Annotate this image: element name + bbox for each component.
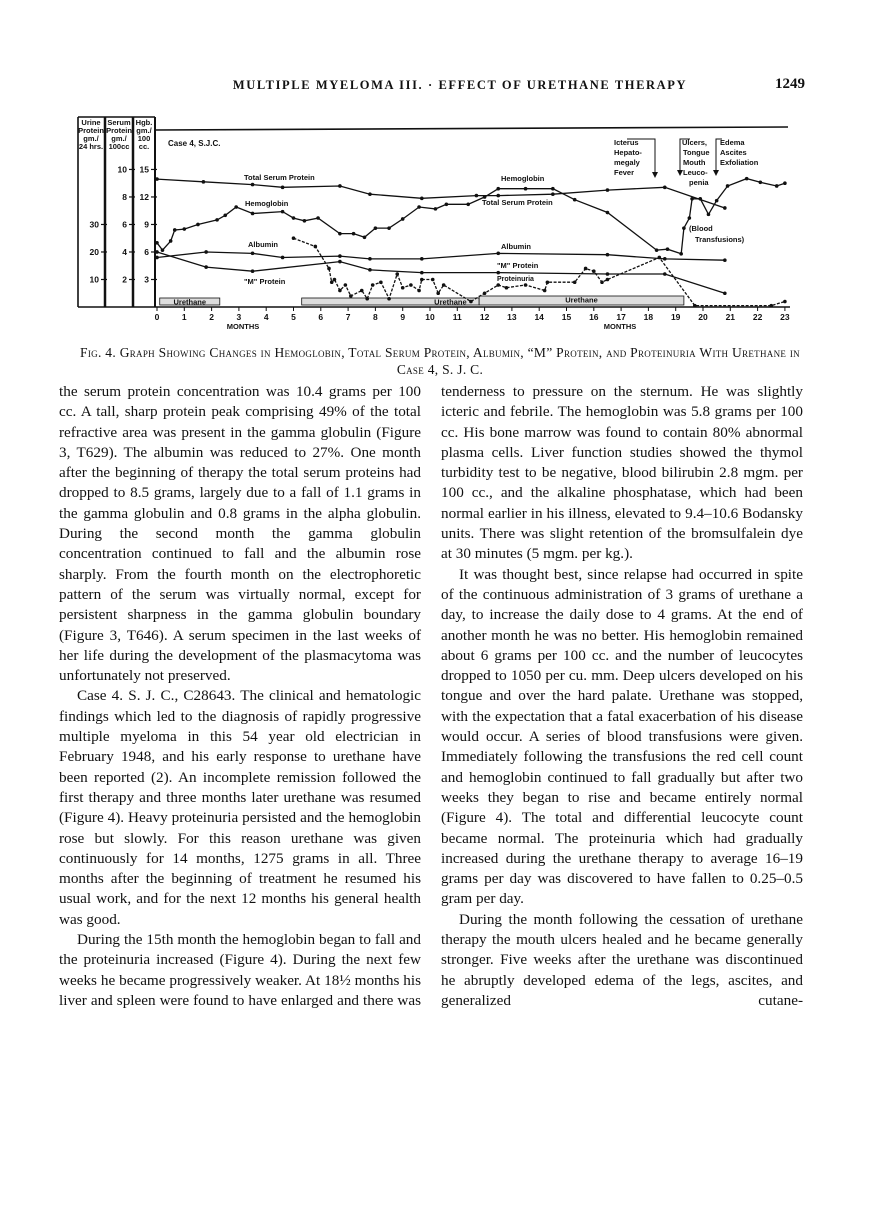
data-point-hemoglobin xyxy=(682,226,686,230)
data-point-hemoglobin xyxy=(417,205,421,209)
x-tick-label: 11 xyxy=(452,312,462,322)
left-column xyxy=(59,382,421,1011)
data-point-total-serum-protein xyxy=(551,192,555,196)
annotation-text: Fever xyxy=(614,168,635,177)
data-point-proteinuria xyxy=(543,289,547,293)
urethane-bar-label: Urethane xyxy=(565,295,598,305)
annotation-text: penia xyxy=(689,178,709,187)
axis-titles xyxy=(78,118,153,151)
data-point-proteinuria xyxy=(469,300,473,304)
data-point-hemoglobin xyxy=(401,217,405,221)
data-point-albumin xyxy=(368,257,372,261)
data-point-hemoglobin xyxy=(445,202,449,206)
figure-caption: Fig. 4. Graph Showing Changes in Hemoglobin, Total Serum Protein, Albumin, “M” Protein, and Proteinuria With Urethane in Case 4, S. J. C. xyxy=(80,345,800,377)
x-tick-label: 0 xyxy=(154,312,160,322)
data-point-proteinuria xyxy=(584,267,588,271)
data-point-hemoglobin xyxy=(234,205,238,209)
data-point-hemoglobin xyxy=(352,232,356,236)
series-line-total-serum-protein xyxy=(157,179,725,208)
urethane-bar-label: Urethane xyxy=(434,297,467,307)
hgb-tick-label: 9 xyxy=(144,219,149,230)
data-point-proteinuria xyxy=(592,269,596,273)
data-point-hemoglobin xyxy=(338,232,342,236)
data-point-proteinuria xyxy=(360,289,364,293)
right-column xyxy=(441,382,803,1011)
x-tick-label: 4 xyxy=(263,312,269,322)
data-point-hemoglobin xyxy=(292,216,296,220)
x-tick-label: 8 xyxy=(373,312,378,322)
data-point-proteinuria xyxy=(330,280,334,284)
data-point-albumin xyxy=(204,250,208,254)
paragraph: During the 15th month the hemoglobin began to fall and the proteinuria increased (Figure 4). During the next few weeks he became progressively weaker. At 18½ months his liver and spleen were found to have enlarged and there was xyxy=(59,931,421,1009)
data-point-hemoglobin xyxy=(303,219,307,223)
urine-axis-title-4: 24 hrs. xyxy=(78,142,104,151)
urine-axis-title-1: Urine xyxy=(81,118,101,127)
annotation-transfusions xyxy=(689,224,745,244)
x-tick-label: 6 xyxy=(318,312,324,322)
x-tick-label: 15 xyxy=(561,312,572,322)
data-point-total-serum-protein xyxy=(606,188,610,192)
data-point-hemoglobin xyxy=(169,239,173,243)
label-m-protein: "M" Protein xyxy=(244,277,286,286)
data-point-proteinuria xyxy=(371,283,375,287)
urine-tick-label: 30 xyxy=(89,219,99,230)
data-point-hemoglobin xyxy=(573,198,577,202)
urine-tick-label: 20 xyxy=(89,246,99,257)
x-tick-label: 17 xyxy=(616,312,626,322)
annotation-text: (Blood xyxy=(689,224,713,233)
data-point-proteinuria xyxy=(417,289,421,293)
annotation-text: Ulcers, xyxy=(682,138,708,147)
x-tick-label: 13 xyxy=(507,312,517,322)
data-point-m-protein xyxy=(496,271,500,275)
paragraph: It was thought best, since relapse had occurred in spite of the continuous administration of 3 grams of urethane a day, to increase the daily dose to 4 grams. At the end of another month he was no better. His hemoglobin remained about 6 grams per 100 cc. and the number of leucocytes dropped to 1050 per cu. mm. Deep ulcers developed on his tongue and over the hard palate. Urethane was stopped, with the expectation that a fatal exacerbation of his disease would occur. A series of blood transfusions were given. Immediately following the transfusions the red cell count and hemoglobin continued to fall gradually but after two weeks they began to rise and became entirely normal (Figure 4). The total and differential leucocyte count became normal. The proteinuria which had gradually increased during the urethane therapy to average 16–19 grams per day was discovered to have fallen to 0.25–0.5 gram per day. xyxy=(441,565,803,908)
hgb-axis-title-2: gm./ xyxy=(136,126,152,135)
data-point-proteinuria xyxy=(658,256,662,260)
data-point-albumin xyxy=(420,257,424,261)
x-axis-label-left: MONTHS xyxy=(226,322,260,331)
x-tick-label: 20 xyxy=(698,312,708,322)
data-point-albumin xyxy=(251,252,255,256)
series-line-albumin xyxy=(157,252,725,260)
label-hemoglobin: Hemoglobin xyxy=(245,199,289,208)
annotation-text: megaly xyxy=(614,158,640,167)
x-axis-label-right: MONTHS xyxy=(603,322,637,331)
x-tick-label: 22 xyxy=(752,312,763,322)
hgb-tick-label: 3 xyxy=(144,274,149,285)
data-point-proteinuria xyxy=(338,289,342,293)
label-m-protein-2: "M" Protein xyxy=(497,261,539,270)
hgb-tick-label: 6 xyxy=(144,246,149,257)
serum-axis-title-3: gm./ xyxy=(111,134,127,143)
annotation-text: Exfoliation xyxy=(720,158,759,167)
label-hemoglobin-2: Hemoglobin xyxy=(501,174,545,183)
paragraph: tenderness to pressure on the sternum. He was slightly icteric and febrile. The hemoglobin was 5.8 grams per 100 cc. His bone marrow was found to contain 80% abnormal plasma cells. Liver function studies showed the thymol turbidity test to be negative, blood bilirubin 2.8 mgm. per 100 cc., and the alkaline phosphatase, which had been normal earlier in his illness, elevated to 9.4–10.6 Bodansky units. There was slight retention of the bromsulfalein dye at 30 minutes (5 mgm. per kg.). xyxy=(441,383,803,563)
urine-axis-title-3: gm./ xyxy=(83,134,99,143)
annotations xyxy=(614,138,759,244)
x-tick-label: 14 xyxy=(534,312,544,322)
data-point-m-protein xyxy=(368,268,372,272)
data-point-hemoglobin xyxy=(707,213,711,217)
data-point-m-protein xyxy=(606,272,610,276)
data-point-hemoglobin xyxy=(173,228,177,232)
x-tick-label: 16 xyxy=(589,312,599,322)
label-total-serum-protein: Total Serum Protein xyxy=(244,173,315,182)
data-point-total-serum-protein xyxy=(251,183,255,187)
annotation-text: Leuco- xyxy=(683,168,708,177)
data-point-hemoglobin xyxy=(496,187,500,191)
y-axis-ticks xyxy=(90,164,157,284)
data-point-hemoglobin xyxy=(726,184,730,188)
data-point-hemoglobin xyxy=(551,187,555,191)
data-point-proteinuria xyxy=(327,267,331,271)
data-point-hemoglobin xyxy=(161,248,165,252)
data-point-proteinuria xyxy=(314,245,318,249)
data-point-proteinuria xyxy=(387,297,391,301)
data-point-proteinuria xyxy=(783,300,787,304)
data-point-albumin xyxy=(606,253,610,257)
data-point-proteinuria xyxy=(395,272,399,276)
data-point-hemoglobin xyxy=(316,216,320,220)
data-point-hemoglobin xyxy=(387,226,391,230)
data-point-hemoglobin xyxy=(524,187,528,191)
data-point-hemoglobin xyxy=(679,252,683,256)
data-point-albumin xyxy=(496,252,500,256)
annotation-text: Tongue xyxy=(683,148,710,157)
data-point-proteinuria xyxy=(349,294,353,298)
data-point-proteinuria xyxy=(442,283,446,287)
urethane-bars xyxy=(160,296,684,307)
label-albumin-2: Albumin xyxy=(501,242,531,251)
data-point-hemoglobin xyxy=(606,211,610,215)
annotation-text: Transfusions) xyxy=(695,235,745,244)
paragraph: During the month following the cessation of urethane therapy the mouth ulcers healed and he became generally stronger. Five weeks after the urethane was discontinued he abruptly developed edema of the legs, ascites, and generalized cutane- xyxy=(441,910,803,1009)
x-tick-label: 18 xyxy=(643,312,654,322)
data-point-m-protein xyxy=(338,260,342,264)
data-point-hemoglobin xyxy=(775,184,779,188)
series-labels xyxy=(244,173,553,286)
data-point-total-serum-protein xyxy=(368,192,372,196)
serum-tick-label: 6 xyxy=(122,219,127,230)
data-point-hemoglobin xyxy=(466,202,470,206)
series-line-m-protein xyxy=(157,252,725,293)
chart-title: Case 4, S.J.C. xyxy=(168,139,221,148)
data-point-total-serum-protein xyxy=(420,197,424,201)
data-point-proteinuria xyxy=(769,304,773,308)
data-point-hemoglobin xyxy=(715,199,719,203)
serum-tick-label: 8 xyxy=(122,191,127,202)
x-tick-label: 2 xyxy=(209,312,214,322)
urine-axis-title-2: Protein xyxy=(78,126,104,135)
data-point-hemoglobin xyxy=(281,210,285,214)
x-tick-label: 12 xyxy=(479,312,490,322)
paragraph: the serum protein concentration was 10.4 grams per 100 cc. A tall, sharp protein peak comprising 49% of the total refractive area was present in the gamma globulin (Figure 3, T629). The albumin was reduced to 27%. One month after the beginning of therapy the total serum proteins had dropped to 8.5 grams, largely due to a fall of 1.1 grams in the gamma globulin and 0.8 grams in the alpha globulin. During the second month the gamma globulin concentration continued to fall and the albumin rose sharply. From the fourth month on the electrophoretic pattern of the serum was virtually normal, except for persistent sharpness in the gamma globulin boundary (Figure 3, T646). A serum specimen in the last weeks of her life during the development of the plasmacytoma was unfortunately not preserved. xyxy=(59,383,421,685)
data-point-m-protein xyxy=(663,272,667,276)
hgb-axis-title-3: 100 xyxy=(137,134,151,143)
annotation-text: Ascites xyxy=(720,148,747,157)
data-point-hemoglobin xyxy=(196,223,200,227)
data-point-m-protein xyxy=(204,265,208,269)
data-point-m-protein xyxy=(251,269,255,273)
x-tick-label: 21 xyxy=(725,312,736,322)
data-point-total-serum-protein xyxy=(202,180,206,184)
data-point-proteinuria xyxy=(333,278,337,282)
data-point-total-serum-protein xyxy=(723,206,727,210)
data-point-proteinuria xyxy=(496,283,500,287)
data-point-hemoglobin xyxy=(155,241,159,245)
annotation-ulcers xyxy=(677,138,710,187)
data-point-m-protein xyxy=(723,291,727,295)
serum-axis-title-4: 100cc xyxy=(108,142,130,151)
hgb-tick-label: 15 xyxy=(139,164,149,175)
paragraph: Case 4. S. J. C., C28643. The clinical and hematologic findings which led to the diagnosis of rapidly progressive multiple myeloma in this 54 year old electrician in February 1948, and his early response to urethane have been reported (2). An incomplete remission followed the first therapy and three months later urethane was resumed (Figure 4). Heavy proteinuria persisted and the hemoglobin rose but slowly. For this reason urethane was given continuously for 14 months, 1275 grams in all. Three months after the beginning of treatment he resumed his usual work, and for the next 12 months his general health was good. xyxy=(59,687,421,928)
data-point-m-protein xyxy=(420,271,424,275)
running-title: MULTIPLE MYELOMA III. · EFFECT OF URETHANE THERAPY xyxy=(232,78,688,92)
data-point-albumin xyxy=(723,258,727,262)
data-point-proteinuria xyxy=(431,278,435,282)
data-point-proteinuria xyxy=(379,280,383,284)
data-point-proteinuria xyxy=(505,286,509,290)
frame-top xyxy=(155,127,788,130)
hgb-axis-title-1: Hgb. xyxy=(135,118,153,127)
data-point-proteinuria xyxy=(573,280,577,284)
series-line-proteinuria xyxy=(294,238,785,305)
data-point-total-serum-protein xyxy=(663,186,667,190)
data-point-total-serum-protein xyxy=(475,194,479,198)
data-point-hemoglobin xyxy=(363,236,367,240)
data-point-hemoglobin xyxy=(783,181,787,185)
data-point-hemoglobin xyxy=(183,227,187,231)
data-point-proteinuria xyxy=(606,278,610,282)
urine-tick-label: 10 xyxy=(89,274,99,285)
data-point-proteinuria xyxy=(344,283,348,287)
figure-4-chart xyxy=(0,0,880,340)
data-point-proteinuria xyxy=(401,286,405,290)
data-point-proteinuria xyxy=(546,280,550,284)
annotation-text: Hepato- xyxy=(614,148,642,157)
serum-tick-label: 10 xyxy=(117,164,127,175)
urethane-bar-label: Urethane xyxy=(173,297,207,307)
data-point-hemoglobin xyxy=(690,197,694,201)
data-point-hemoglobin xyxy=(223,214,227,218)
data-point-hemoglobin xyxy=(698,197,702,201)
data-point-m-protein xyxy=(155,250,159,254)
data-point-albumin xyxy=(338,254,342,258)
data-point-total-serum-protein xyxy=(496,194,500,198)
annotation-text: Mouth xyxy=(683,158,706,167)
label-total-serum-protein-2: Total Serum Protein xyxy=(482,198,553,207)
x-tick-label: 5 xyxy=(291,312,296,322)
data-point-hemoglobin xyxy=(666,247,670,251)
label-proteinuria: Proteinuria xyxy=(497,276,534,283)
data-point-hemoglobin xyxy=(251,212,255,216)
data-point-proteinuria xyxy=(524,283,528,287)
x-tick-label: 23 xyxy=(780,312,790,322)
data-point-hemoglobin xyxy=(434,207,438,211)
x-tick-label: 3 xyxy=(236,312,242,322)
data-point-proteinuria xyxy=(483,291,487,295)
data-point-total-serum-protein xyxy=(155,177,159,181)
annotation-text: Icterus xyxy=(614,138,639,147)
data-point-hemoglobin xyxy=(374,226,378,230)
data-point-proteinuria xyxy=(693,304,697,308)
x-tick-label: 10 xyxy=(425,312,435,322)
data-point-proteinuria xyxy=(292,236,296,240)
data-point-proteinuria xyxy=(409,283,413,287)
hgb-axis-title-4: cc. xyxy=(138,142,150,151)
data-point-hemoglobin xyxy=(745,177,749,181)
serum-tick-label: 4 xyxy=(122,246,127,257)
page-number: 1249 xyxy=(775,76,805,92)
annotation-icterus xyxy=(614,138,658,178)
data-point-hemoglobin xyxy=(215,218,219,222)
data-point-total-serum-protein xyxy=(281,186,285,190)
arrow-head-icon xyxy=(652,172,658,178)
data-point-albumin xyxy=(281,256,285,260)
data-point-proteinuria xyxy=(365,297,369,301)
serum-axis-title-1: Serum xyxy=(107,118,131,127)
x-tick-label: 9 xyxy=(400,312,406,322)
data-point-proteinuria xyxy=(436,291,440,295)
data-point-hemoglobin xyxy=(655,248,659,252)
data-point-albumin xyxy=(663,257,667,261)
data-point-total-serum-protein xyxy=(338,184,342,188)
data-point-proteinuria xyxy=(420,278,424,282)
x-tick-label: 7 xyxy=(345,312,351,322)
data-point-hemoglobin xyxy=(688,216,692,220)
data-point-hemoglobin xyxy=(759,180,763,184)
data-point-albumin xyxy=(155,256,159,260)
arrow-head-icon xyxy=(713,170,719,176)
hgb-tick-label: 12 xyxy=(139,191,149,202)
serum-axis-title-2: Protein xyxy=(106,126,132,135)
annotation-edema xyxy=(713,138,759,176)
data-point-proteinuria xyxy=(600,280,604,284)
x-tick-label: 19 xyxy=(670,312,681,322)
annotation-text: Edema xyxy=(720,138,745,147)
label-albumin: Albumin xyxy=(248,240,278,249)
x-tick-label: 1 xyxy=(181,312,187,322)
x-axis-ticks xyxy=(155,307,790,322)
serum-tick-label: 2 xyxy=(122,274,127,285)
